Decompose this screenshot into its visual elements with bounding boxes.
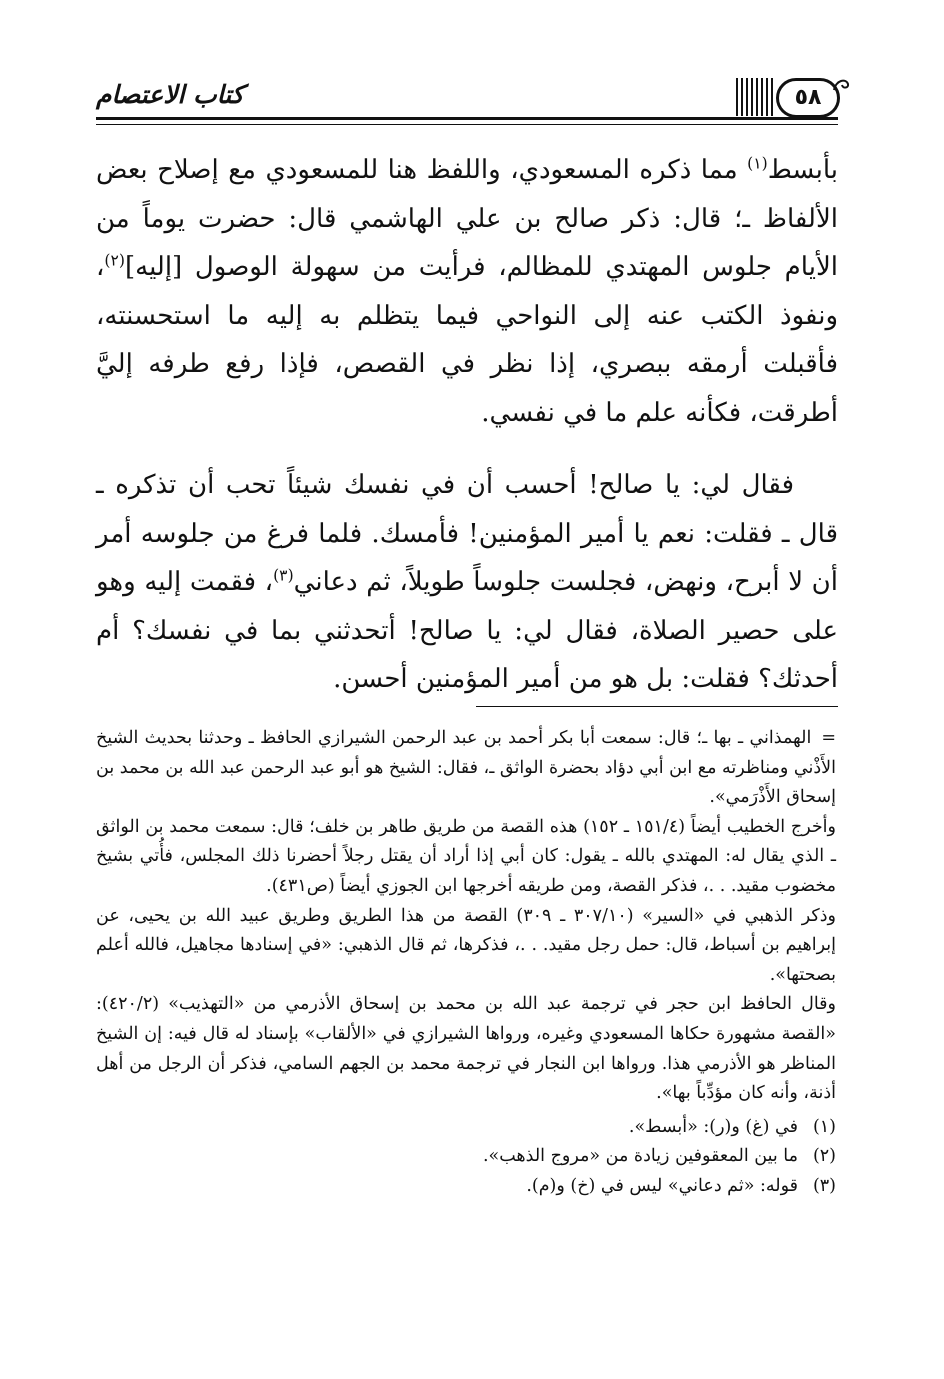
- footnote-3: [96, 1172, 836, 1202]
- header-rule: [96, 117, 838, 120]
- continuation-mark: =: [821, 728, 836, 748]
- footnote-ref-2: (٢): [104, 251, 125, 270]
- header-rule-thin: [96, 124, 838, 125]
- footnote-continuation: [96, 724, 836, 813]
- paragraph-2: [96, 461, 838, 704]
- paragraph-1-mid: مما ذكره المسعودي، واللفظ هنا للمسعودي مع إصلاح بعض الألفاظ ـ؛ قال: ذكر صالح بن علي الهاشمي قال: حضرت يوماً من الأيام جلوس المهتدي للمظالم، فرأيت من سهولة الوصول [إليه]: [96, 155, 838, 282]
- page-number: ٥٨: [794, 85, 822, 110]
- main-text: [96, 146, 838, 704]
- footnote-1-text: في (غ) و(ر): «أبسط».: [628, 1116, 798, 1137]
- paragraph-1: [96, 146, 838, 437]
- header-ornament-lines: [736, 78, 776, 116]
- footnote-1: [96, 1113, 836, 1143]
- footnote-1-number: (١): [812, 1116, 836, 1137]
- footnotes: [96, 724, 836, 1202]
- paragraph-2-tail: ، فقمت إليه وهو على حصير الصلاة، فقال لي: يا صالح! أتحدثني بما في نفسك؟ أم أحدثك؟ فقلت: بل هو من أمير المؤمنين أحسن.: [96, 567, 838, 694]
- footnote-2-text: ما بين المعقوفين زيادة من «مروج الذهب».: [482, 1146, 798, 1167]
- footnote-list: [96, 1113, 836, 1202]
- running-header-title: كتاب الاعتصام: [96, 80, 244, 109]
- footnote-2: [96, 1142, 836, 1172]
- footnote-block-1: الهمذاني ـ بها ـ؛ قال: سمعت أبا بكر أحمد بن عبد الرحمن الشيرازي الحافظ ـ وحدثنا بحديث الشيخ الأَذْني ومناظرته مع ابن أبي دؤاد بحضرة الواثق ـ، فقال: الشيخ هو أبو عبد الرحمن عبد الله بن محمد بن إسحاق الأَذْرَمي».: [96, 728, 836, 808]
- footnote-3-number: (٣): [812, 1175, 836, 1196]
- paragraph-1-lead: بأبسط: [767, 155, 838, 185]
- paragraph-2-lead: فقال لي: يا صالح! أحسب أن في نفسك شيئاً تحب أن تذكره ـ قال ـ فقلت: نعم يا أمير المؤمنين! فأمسك. فلما فرغ من جلوسه أمر أن لا أبرح، ونهض، فجلست جلوساً طويلاً، ثم دعاني: [96, 470, 838, 597]
- paragraph-1-tail: ، ونفوذ الكتب عنه إلى النواحي فيما يتظلم به إليه ما استحسنته، فأقبلت أرمقه ببصري، إذا نظر في القصص، فإذا رفع طرفه إليَّ أطرقت، فكأنه علم ما في نفسي.: [96, 252, 838, 428]
- footnote-block-2: وأخرج الخطيب أيضاً (١٥١/٤ ـ ١٥٢) هذه القصة من طريق طاهر بن خلف؛ قال: سمعت محمد بن الواثق ـ الذي يقال له: المهتدي بالله ـ يقول: كان أبي إذا أراد أن يقتل رجلاً أحضرنا ذلك المجلس، فأُتي بشيخ مخضوب مقيد. . .، فذكر القصة، ومن طريقه أخرجها ابن الجوزي أيضاً (ص٤٣١).: [96, 816, 836, 896]
- footnote-block-4: وقال الحافظ ابن حجر في ترجمة عبد الله بن محمد بن إسحاق الأذرمي من «التهذيب» (٤٢٠/٢): «القصة مشهورة حكاها المسعودي وغيره، ورواها الشيرازي في «الألقاب» بإسناد له قال فيه: إن الشيخ المناظر هو الأذرمي هذا. ورواها ابن النجار في ترجمة محمد بن الجهم السامي، فذكر أن الرجل من أهل أذنة، وأنه كان مؤدِّباً بها».: [96, 994, 836, 1104]
- corner-flourish-icon: [832, 76, 850, 94]
- footnote-3-text: قوله: «ثم دعاني» ليس في (خ) و(م).: [526, 1175, 798, 1196]
- page-number-badge: [776, 78, 840, 118]
- footnote-separator: [476, 706, 838, 707]
- footnote-block-3: وذكر الذهبي في «السير» (٣٠٧/١٠ ـ ٣٠٩) القصة من هذا الطريق وطريق عبيد الله بن يحيى، عن إبراهيم بن أسباط، قال: حمل رجل مقيد. . .، فذكرها، ثم قال الذهبي: «في إسنادها مجاهيل، فالله أعلم بصحتها».: [96, 905, 836, 985]
- footnote-ref-1: (١): [747, 154, 768, 173]
- footnote-ref-3: (٣): [273, 566, 294, 585]
- footnote-2-number: (٢): [812, 1146, 836, 1167]
